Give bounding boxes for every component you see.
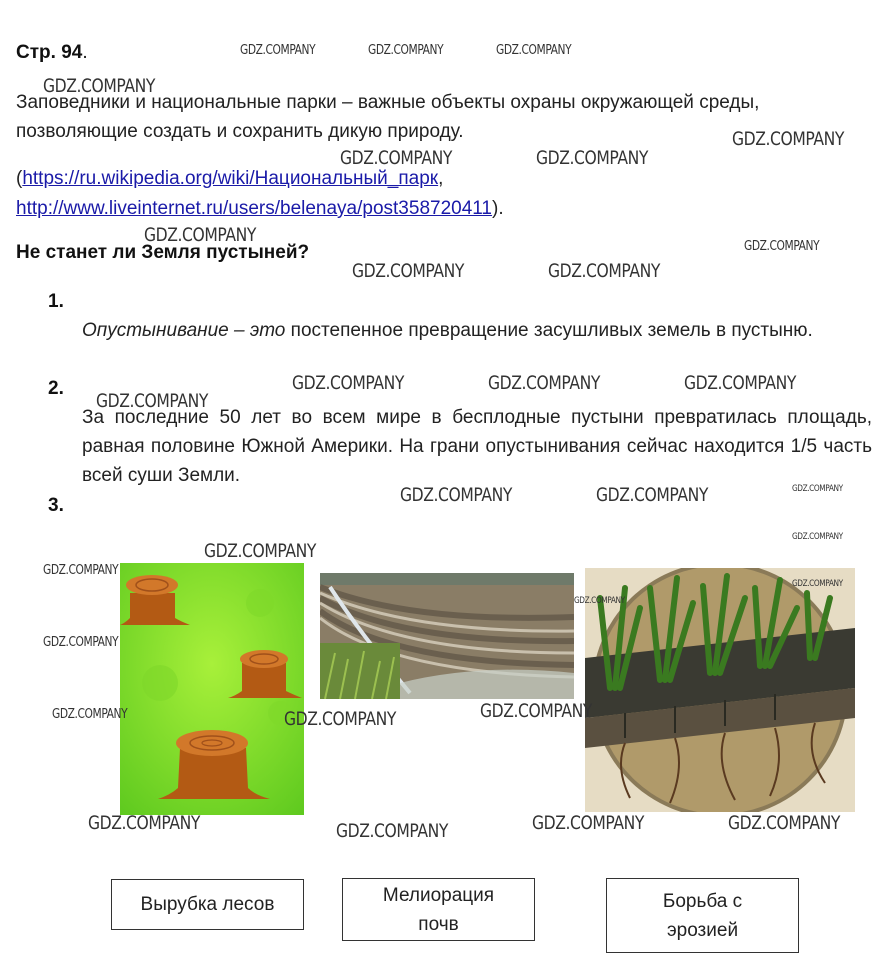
caption-erosion-control: Борьба с эрозией xyxy=(606,878,799,953)
watermark: GDZ.COMPANY xyxy=(574,596,625,606)
watermark: GDZ.COMPANY xyxy=(400,484,513,506)
watermark: GDZ.COMPANY xyxy=(684,372,797,394)
watermark: GDZ.COMPANY xyxy=(792,579,843,589)
watermark: GDZ.COMPANY xyxy=(96,390,209,412)
item-1-text: Опустынивание – это постепенное превращение засушливых земель в пустыню. xyxy=(82,320,813,341)
item-2-text: За последние 50 лет во всем мире в бесплодные пустыни превратилась площадь, равная половине Южной Америки. На грани опустынивания сейчас находится 1/5 часть всей суши Земли. xyxy=(82,407,872,486)
watermark: GDZ.COMPANY xyxy=(204,540,317,562)
watermark: GDZ.COMPANY xyxy=(368,43,444,58)
watermark: GDZ.COMPANY xyxy=(480,700,593,722)
watermark: GDZ.COMPANY xyxy=(340,147,453,169)
watermark: GDZ.COMPANY xyxy=(536,147,649,169)
watermark: GDZ.COMPANY xyxy=(744,239,820,254)
caption-soil-melioration: Мелиорация почв xyxy=(342,878,535,941)
page-title: Стр. 94. xyxy=(16,42,88,63)
watermark: GDZ.COMPANY xyxy=(43,563,119,578)
forest-stumps-image xyxy=(120,563,304,815)
erosion-control-image xyxy=(585,568,855,812)
links-block: (https://ru.wikipedia.org/wiki/Национальный_парк, http://www.liveinternet.ru/users/belenaya/post358720411). xyxy=(16,168,504,219)
watermark: GDZ.COMPANY xyxy=(284,708,397,730)
watermark: GDZ.COMPANY xyxy=(43,75,156,97)
watermark: GDZ.COMPANY xyxy=(52,707,128,722)
watermark: GDZ.COMPANY xyxy=(292,372,405,394)
watermark: GDZ.COMPANY xyxy=(732,128,845,150)
watermark: GDZ.COMPANY xyxy=(596,484,709,506)
watermark: GDZ.COMPANY xyxy=(43,635,119,650)
watermark: GDZ.COMPANY xyxy=(352,260,465,282)
section-title: Не станет ли Земля пустыней? xyxy=(16,242,310,263)
liveinternet-link[interactable]: http://www.liveinternet.ru/users/belenaya/post358720411 xyxy=(16,198,493,219)
irrigated-field-image xyxy=(320,573,574,699)
caption-deforestation: Вырубка лесов xyxy=(111,879,304,930)
watermark: GDZ.COMPANY xyxy=(496,43,572,58)
watermark: GDZ.COMPANY xyxy=(548,260,661,282)
watermark: GDZ.COMPANY xyxy=(728,812,841,834)
intro-paragraph: Заповедники и национальные парки – важные объекты охраны окружающей среды, позволяющие создать и сохранить дикую природу. xyxy=(16,92,760,142)
watermark: GDZ.COMPANY xyxy=(240,43,316,58)
watermark: GDZ.COMPANY xyxy=(792,484,843,494)
item-number-3: 3. xyxy=(48,495,64,516)
watermark: GDZ.COMPANY xyxy=(488,372,601,394)
item-number-2: 2. xyxy=(48,378,64,399)
watermark: GDZ.COMPANY xyxy=(336,820,449,842)
item-number-1: 1. xyxy=(48,291,64,312)
wikipedia-link[interactable]: https://ru.wikipedia.org/wiki/Национальный_парк xyxy=(22,168,439,189)
watermark: GDZ.COMPANY xyxy=(792,532,843,542)
watermark: GDZ.COMPANY xyxy=(532,812,645,834)
watermark: GDZ.COMPANY xyxy=(144,224,257,246)
watermark: GDZ.COMPANY xyxy=(88,812,201,834)
